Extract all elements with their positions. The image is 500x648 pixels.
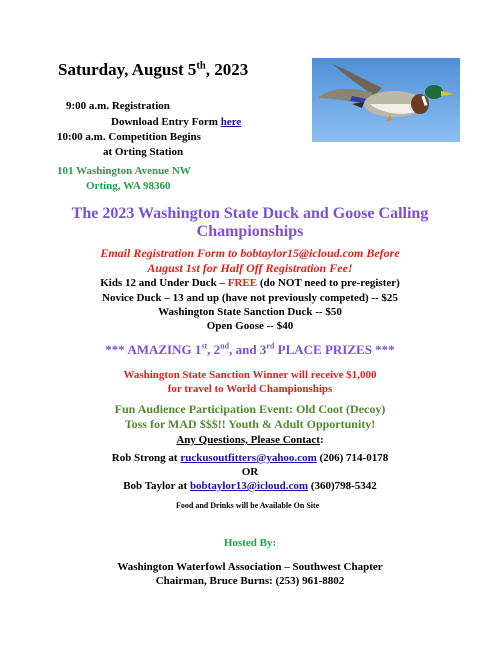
fun-event-line1: Fun Audience Participation Event: Old Coot (Decoy)	[114, 402, 386, 416]
fun-event-line2: Toss for MAD $$$!! Youth & Adult Opportunity!	[124, 417, 376, 431]
food-notice: Food and Drinks will be Available On Site	[176, 501, 320, 510]
prizes-banner	[0, 342, 500, 358]
download-entry-link[interactable]: here	[220, 116, 242, 128]
fee-novice: Novice Duck – 13 and up (have not previously competed) -- $25	[102, 292, 398, 304]
email-notice-line2: August 1st for Half Off Registration Fee!	[147, 261, 353, 275]
fee-goose: Open Goose -- $40	[206, 320, 294, 332]
address-line2: Orting, WA 98360	[86, 180, 171, 192]
fee-sanction: Washington State Sanction Duck -- $50	[158, 306, 342, 318]
download-label: Download Entry Form	[111, 116, 221, 128]
contact-or: OR	[241, 466, 259, 478]
event-title-line2: Championships	[196, 223, 304, 240]
date-suffix: th	[196, 60, 206, 72]
contact-heading-text: Any Questions, Please Contact	[176, 434, 320, 446]
fee-kids	[0, 277, 500, 289]
prizes-part4: PLACE PRIZES ***	[274, 342, 395, 357]
address-line1: 101 Washington Avenue NW	[57, 165, 191, 177]
fee-kids-note: (do NOT need to pre-register)	[257, 277, 400, 289]
flying-mallard-photo	[312, 58, 460, 142]
competition-time: 10:00 a.m. Competition Begins	[57, 131, 201, 143]
prizes-sup2: nd	[220, 341, 230, 351]
contact-heading-colon: :	[319, 434, 324, 446]
contact-rob-label: Rob Strong at	[111, 452, 181, 464]
winner-line1: Washington State Sanction Winner will receive $1,000	[123, 369, 377, 381]
event-date	[58, 60, 248, 80]
host-chairman: Chairman, Bruce Burns: (253) 961-8802	[155, 575, 345, 587]
email-notice-line1: Email Registration Form to bobtaylor15@icloud.com Before	[100, 246, 400, 260]
date-text: Saturday, August 5	[58, 60, 197, 79]
station-line: at Orting Station	[103, 146, 184, 158]
fee-kids-free: FREE	[227, 277, 258, 289]
prizes-sup1: st	[201, 341, 208, 351]
hosted-by-label: Hosted By:	[223, 537, 277, 549]
winner-line2: for travel to World Championships	[167, 383, 333, 395]
contact-rob-phone: (206) 714-0178	[316, 452, 389, 464]
date-year: , 2023	[205, 60, 249, 79]
contact-rob	[0, 452, 500, 464]
host-organization: Washington Waterfowl Association – Southwest Chapter	[117, 561, 383, 573]
contact-bob	[0, 480, 500, 492]
contact-bob-phone: (360)798-5342	[308, 480, 377, 492]
prizes-sup3: rd	[266, 341, 275, 351]
fee-kids-label: Kids 12 and Under Duck –	[100, 277, 228, 289]
contact-bob-label: Bob Taylor at	[123, 480, 190, 492]
prizes-part3: , and 3	[229, 342, 267, 357]
registration-time: 9:00 a.m. Registration	[66, 100, 170, 112]
download-line	[111, 116, 241, 128]
contact-heading	[0, 434, 500, 446]
event-title-line1: The 2023 Washington State Duck and Goose Calling	[71, 205, 429, 222]
prizes-part2: , 2	[207, 342, 221, 357]
rob-email-link[interactable]: ruckusoutfitters@yahoo.com	[180, 452, 317, 464]
prizes-part1: *** AMAZING 1	[105, 342, 202, 357]
bob-email-link[interactable]: bobtaylor13@icloud.com	[189, 480, 309, 492]
